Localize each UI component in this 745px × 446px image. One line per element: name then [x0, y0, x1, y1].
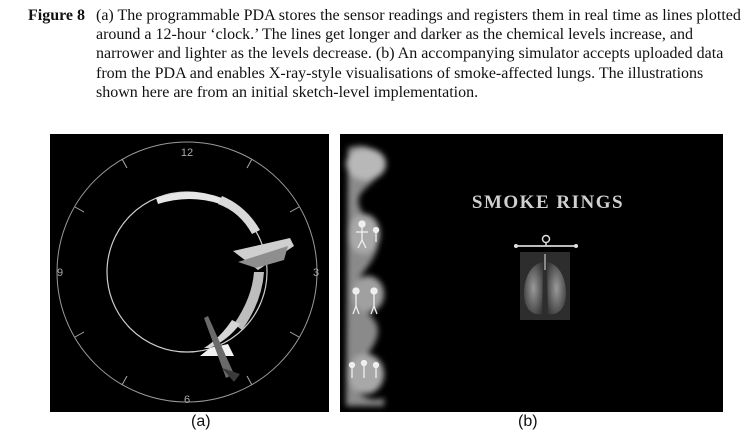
panel-a-clock-visualization — [50, 134, 329, 412]
outer-clock-ring — [57, 142, 320, 402]
clock-graphic — [50, 134, 329, 412]
clock-label-12: 12 — [180, 147, 194, 159]
panel-b-simulator — [340, 134, 723, 412]
clock-label-6: 6 — [183, 394, 191, 406]
simulator-graphic — [340, 134, 723, 412]
simulator-title: SMOKE RINGS — [471, 192, 625, 213]
figure-label: Figure 8 — [28, 7, 86, 24]
clock-label-3: 3 — [312, 267, 320, 279]
panel-a-label: (a) — [191, 413, 211, 430]
clock-label-9: 9 — [56, 267, 64, 279]
figure-caption-text: (a) The programmable PDA stores the sensor readings and registers them in real time as lines plotted around a 12-hour ‘clock.’ The lines get longer and darker as the chemical levels increase, and narrower and lighter as the levels decrease. (b) An accompanying simulator accepts uploaded data from the PDA and enables X-ray-style visualisations of smoke-affected lungs. The illustrations shown here are from an initial sketch-level implementation. — [96, 7, 741, 101]
panel-b-label: (b) — [518, 413, 538, 430]
sensor-reading-lines — [156, 192, 294, 382]
xray-lungs-display — [514, 236, 578, 321]
